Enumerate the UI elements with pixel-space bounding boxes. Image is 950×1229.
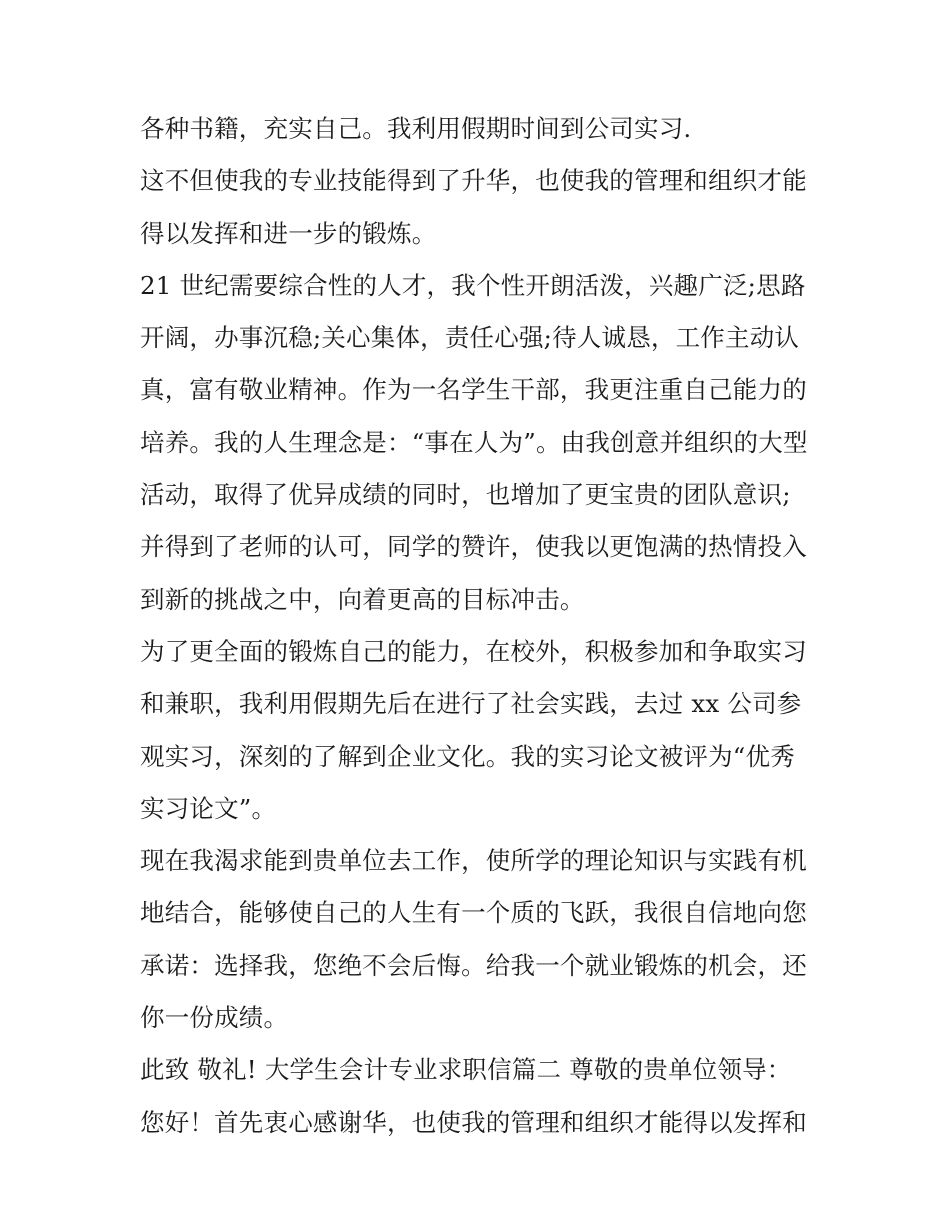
text-line-1: 各种书籍，充实自己。我利用假期时间到公司实习. [140,114,692,143]
text-line-2: 这不但使我的专业技能得到了升华，也使我的管理和组织才能 [140,166,807,196]
text-line-3: 得以发挥和进一步的锻炼。 [140,218,437,248]
text-line-20: 您好！首先衷心感谢华，也使我的管理和组织才能得以发挥和 [140,1107,807,1137]
text-line-9: 并得到了老师的认可，同学的赞许，使我以更饱满的热情投入 [140,532,807,562]
text-line-14: 实习论文”。 [140,793,277,823]
text-line-17: 承诺：选择我，您绝不会后悔。给我一个就业锻炼的机会，还 [140,950,807,980]
text-line-5: 开阔，办事沉稳;关心集体，责任心强;待人诚恳，工作主动认 [140,323,800,353]
text-line-11: 为了更全面的锻炼自己的能力，在校外，积极参加和争取实习 [140,636,807,666]
text-line-7: 培养。我的人生理念是：“事在人为”。由我创意并组织的大型 [140,427,808,457]
text-line-15: 现在我渴求能到贵单位去工作，使所学的理论知识与实践有机 [140,846,807,876]
text-line-13: 观实习，深刻的了解到企业文化。我的实习论文被评为“优秀 [140,741,795,771]
letter-body [140,103,820,1149]
text-line-16: 地结合，能够使自己的人生有一个质的飞跃，我很自信地向您 [140,898,807,928]
text-line-12: 和兼职，我利用假期先后在进行了社会实践，去过 xx 公司参 [140,689,802,719]
text-line-10: 到新的挑战之中，向着更高的目标冲击。 [140,584,585,614]
text-line-6: 真，富有敬业精神。作为一名学生干部，我更注重自己能力的 [140,375,807,405]
text-line-4: 21 世纪需要综合性的人才，我个性开朗活泼，兴趣广泛;思路 [140,270,806,300]
text-line-18: 你一份成绩。 [140,1003,289,1033]
text-line-19: 此致 敬礼! 大学生会计专业求职信篇二 尊敬的贵单位领导： [140,1055,792,1085]
text-line-8: 活动，取得了优异成绩的同时，也增加了更宝贵的团队意识; [140,480,791,510]
